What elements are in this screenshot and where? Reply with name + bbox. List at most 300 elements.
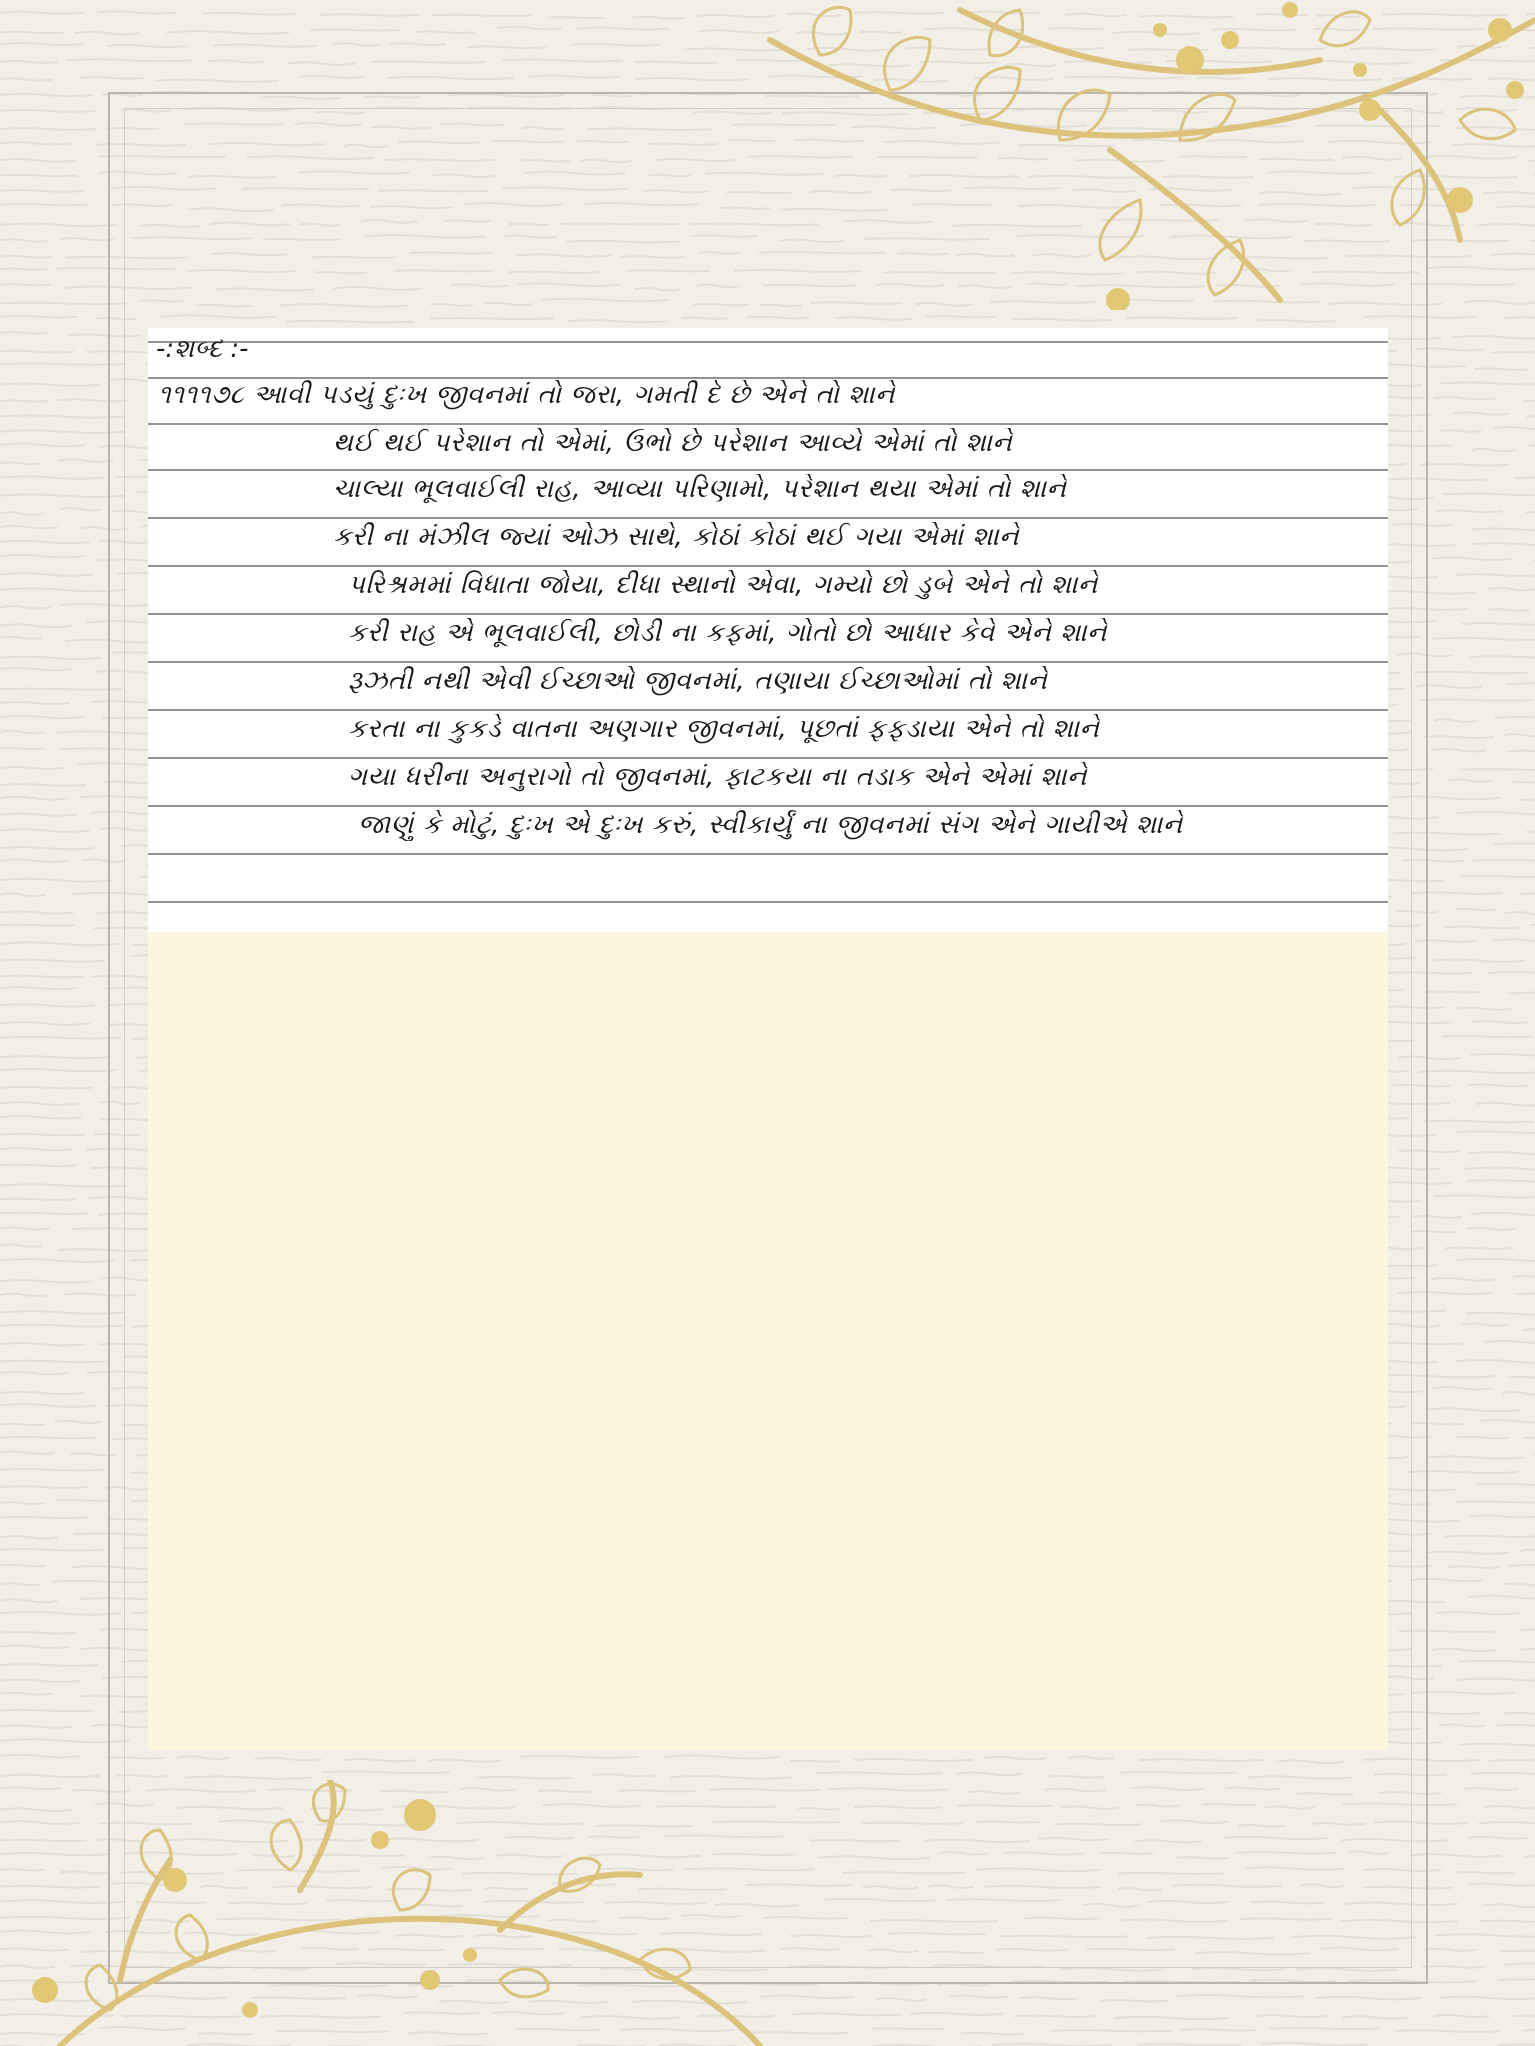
texture-stroke [0,383,100,386]
texture-stroke [0,43,83,45]
texture-stroke [0,400,48,401]
texture-stroke [0,624,72,627]
texture-stroke [0,894,45,897]
texture-stroke [0,1404,96,1407]
texture-stroke [1456,1360,1535,1363]
texture-stroke [1502,1392,1535,1395]
notes-line-8: કરતા ના કુકડે વાતના અણગાર જીવનમાં, પૂછતાં ફફડાયા એને તો શાને [348,714,1100,744]
texture-stroke [1488,588,1534,591]
texture-stroke [1503,1964,1535,1967]
texture-stroke [0,1294,49,1296]
texture-stroke [0,1437,96,1438]
texture-stroke [1529,445,1535,447]
texture-stroke [371,61,486,62]
texture-stroke [1530,925,1535,926]
texture-stroke [1508,993,1535,995]
texture-stroke [572,44,660,46]
texture-stroke [1494,427,1535,429]
texture-stroke [0,1664,98,1665]
texture-stroke [0,159,76,162]
texture-stroke [0,1361,107,1363]
texture-stroke [1456,1259,1535,1261]
texture-stroke [1434,719,1477,722]
texture-stroke [1507,1377,1535,1378]
texture-stroke [0,1148,73,1150]
texture-stroke [1453,412,1510,414]
texture-stroke [1455,909,1497,911]
texture-stroke [1470,656,1535,657]
texture-stroke [0,110,95,112]
texture-stroke [1456,1501,1535,1502]
texture-stroke [202,13,295,15]
texture-stroke [634,62,718,64]
texture-stroke [1342,2016,1407,2018]
texture-stroke [0,1486,88,1488]
texture-stroke [1470,1054,1535,1056]
texture-stroke [74,32,138,35]
texture-stroke [0,573,94,576]
texture-stroke [1427,1552,1510,1554]
texture-stroke [0,1502,44,1504]
texture-stroke [431,15,531,16]
texture-stroke [1432,1648,1496,1651]
texture-stroke [0,1451,54,1454]
texture-stroke [0,1280,92,1283]
texture-stroke [0,1392,83,1394]
texture-stroke [1519,799,1535,800]
texture-stroke [1441,1036,1531,1037]
texture-stroke [1507,751,1535,753]
texture-stroke [0,256,52,258]
texture-stroke [1505,912,1535,915]
texture-stroke [1466,1180,1535,1182]
texture-stroke [0,606,50,609]
texture-stroke [1473,860,1535,862]
texture-stroke [1479,1921,1535,1922]
texture-stroke [0,731,44,734]
texture-stroke [0,1424,46,1425]
texture-stroke [319,14,418,15]
texture-stroke [0,797,67,800]
texture-stroke [0,784,86,785]
texture-stroke [1420,700,1532,701]
texture-stroke [1439,1997,1535,1999]
texture-stroke [1522,1329,1535,1332]
texture-stroke [577,28,670,30]
texture-stroke [0,702,70,704]
texture-stroke [0,1710,93,1711]
texture-stroke [97,11,177,13]
texture-stroke [0,668,72,670]
texture-stroke [0,1725,73,1727]
texture-stroke [1434,397,1496,399]
texture-stroke [0,1693,51,1695]
texture-stroke [0,268,47,269]
texture-stroke [1513,1276,1535,1278]
texture-stroke [1014,2016,1096,2017]
texture-stroke [1455,1131,1535,1133]
handwritten-notes-image [148,328,1388,932]
texture-stroke [310,29,400,30]
texture-stroke [1432,638,1535,640]
texture-stroke [0,1227,50,1229]
texture-stroke [0,1599,57,1602]
texture-stroke [1504,1713,1535,1715]
texture-stroke [1455,1872,1514,1873]
texture-stroke [633,17,684,19]
texture-stroke [0,976,83,978]
texture-stroke [1472,449,1516,451]
texture-stroke [1457,1008,1512,1010]
texture-stroke [106,45,187,47]
texture-stroke [1460,1744,1535,1746]
texture-stroke [876,1998,926,2001]
texture-stroke [1423,1949,1475,1951]
texture-stroke [1471,1213,1535,1216]
texture-stroke [502,59,622,61]
texture-stroke [0,142,71,144]
texture-stroke [0,689,122,690]
texture-stroke [1460,769,1535,770]
texture-stroke [0,1565,46,1566]
texture-stroke [1494,843,1535,845]
texture-stroke [288,62,355,65]
texture-stroke [415,31,474,33]
cream-content-panel [148,932,1388,1750]
texture-stroke [0,1244,42,1247]
texture-stroke [1423,1966,1485,1968]
texture-stroke [1485,1341,1535,1343]
texture-stroke [1469,1884,1535,1886]
texture-stroke [1485,1806,1535,1808]
texture-stroke [0,430,125,433]
texture-stroke [1445,1248,1514,1249]
texture-stroke [1457,812,1535,815]
texture-stroke [1270,2028,1379,2029]
texture-stroke [0,1536,58,1539]
texture-stroke [1506,683,1535,685]
texture-stroke [0,190,84,192]
texture-stroke [1520,1550,1535,1553]
texture-stroke [0,1165,77,1166]
texture-stroke [0,351,74,353]
texture-stroke [66,59,192,61]
texture-stroke [549,17,605,18]
texture-stroke [0,223,117,226]
texture-stroke [0,1056,109,1058]
texture-stroke [1489,1760,1535,1763]
texture-stroke [1176,1995,1304,1997]
texture-stroke [1426,1457,1525,1459]
texture-stroke [1465,1788,1518,1790]
texture-stroke [1431,749,1487,751]
texture-stroke [0,814,78,816]
texture-stroke [0,716,84,718]
texture-stroke [1437,1612,1519,1614]
texture-stroke [1439,383,1535,385]
texture-stroke [1527,416,1535,419]
texture-stroke [1431,557,1513,560]
texture-stroke [950,1995,1008,1997]
texture-stroke [1425,1408,1521,1411]
texture-stroke [0,987,77,989]
texture-stroke [1020,1997,1077,1999]
texture-stroke [1466,1228,1515,1230]
texture-stroke [1497,1979,1535,1981]
texture-stroke [635,78,749,80]
texture-stroke [1445,926,1519,928]
texture-stroke [466,46,546,48]
texture-stroke [938,1984,989,1986]
texture-stroke [0,1311,126,1314]
texture-stroke [1447,779,1493,782]
texture-stroke [1493,939,1535,942]
texture-stroke [0,960,105,962]
texture-stroke [79,77,144,79]
texture-stroke [1262,2043,1368,2046]
texture-stroke [1455,1437,1510,1438]
texture-stroke [1443,494,1535,496]
texture-stroke [1497,1725,1535,1727]
texture-stroke [1521,1629,1535,1632]
texture-stroke [0,942,119,945]
texture-stroke [1516,1293,1535,1295]
texture-stroke [0,1022,90,1025]
texture-stroke [0,1755,80,1758]
texture-stroke [529,76,619,78]
texture-stroke [1526,831,1535,832]
texture-stroke [1139,2044,1241,2045]
texture-stroke [792,2013,902,2015]
texture-stroke [1494,717,1535,719]
texture-stroke [0,588,125,591]
texture-stroke [209,60,266,62]
texture-stroke [0,175,78,176]
texture-stroke [0,32,64,33]
texture-stroke [1521,1649,1535,1651]
texture-stroke [1432,1387,1492,1389]
notes-heading: -:શબ્દ :- [156,334,249,364]
gold-leaf-branch-top-icon [760,0,1535,310]
texture-stroke [1445,1536,1535,1537]
texture-stroke [1452,336,1535,339]
texture-stroke [1472,543,1535,545]
texture-stroke [1468,1596,1535,1599]
texture-stroke [333,43,380,46]
texture-stroke [0,1037,122,1039]
texture-stroke [1425,992,1481,993]
notes-line-4: કરી ના મંઝીલ જ્યાં ઓઝ સાથે, કોઠાં કોઠાં થઈ ગયા એમાં શાને [333,522,1020,552]
texture-stroke [0,332,48,334]
texture-stroke [1448,1566,1500,1568]
texture-stroke [1524,1856,1535,1858]
texture-stroke [1514,478,1535,479]
texture-stroke [61,508,102,511]
texture-stroke [0,1645,69,1648]
notes-line-10: જાણું કે મોટું, દુઃખ એ દુઃખ કરું, સ્વીકાર્યું ના જીવનમાં સંગ એને ગાયીએ શાને [358,810,1183,840]
texture-stroke [0,555,85,557]
texture-stroke [61,238,114,240]
texture-stroke [213,44,318,46]
texture-stroke [1477,1484,1535,1485]
texture-stroke [1464,1167,1535,1170]
texture-stroke [0,1087,92,1089]
texture-stroke [1504,734,1535,736]
texture-stroke [0,204,87,205]
texture-stroke [0,767,63,769]
texture-stroke [1523,2030,1535,2032]
notes-line-9: ગયા ધરીના અનુરાગો તો જીવનમાં, ફાટકયા ના તડાક એને એમાં શાને [348,762,1088,792]
texture-stroke [1440,430,1482,431]
texture-stroke [0,637,42,639]
texture-stroke [0,748,44,749]
texture-stroke [1503,317,1535,319]
texture-stroke [0,1612,121,1615]
texture-stroke [1456,574,1535,576]
texture-stroke [910,2013,1003,2015]
texture-stroke [1470,1515,1535,1517]
texture-stroke [1522,401,1535,403]
texture-stroke [0,364,123,365]
texture-stroke [0,925,75,926]
texture-stroke [1434,1934,1535,1936]
texture-stroke [1479,1822,1535,1825]
texture-stroke [1255,2015,1328,2017]
texture-stroke [1520,893,1535,895]
texture-stroke [1456,1679,1535,1681]
texture-stroke [0,61,58,63]
texture-stroke [387,77,514,79]
texture-stroke [1439,1724,1486,1726]
texture-stroke [0,879,113,882]
texture-stroke [1513,782,1535,783]
texture-stroke [166,31,289,34]
texture-stroke [1523,1437,1535,1438]
texture-stroke [0,1259,114,1262]
texture-stroke [58,459,114,461]
texture-stroke [0,1372,67,1375]
texture-stroke [1433,2015,1490,2017]
notes-line-1: ૧૧૧૧૭૮ આવી પડયું દુઃખ જીવનમાં તો જરા, ગમતી દે છે એને તો શાને [158,380,896,410]
texture-stroke [389,43,446,45]
texture-stroke [55,1421,102,1424]
texture-stroke [1421,464,1509,466]
texture-stroke [0,1583,40,1585]
texture-stroke [1526,511,1535,514]
texture-stroke [1508,1565,1535,1566]
texture-stroke [1492,352,1535,353]
texture-stroke [0,541,90,543]
texture-stroke [0,78,52,80]
texture-stroke [1431,1278,1495,1281]
notes-line-6: કરી રાહ એ ભૂલવાઈલી, છોડી ના કફમાં, ગોતો છો આધાર કેવે એને શાને [348,618,1107,648]
texture-stroke [0,1517,87,1518]
texture-stroke [0,1004,95,1006]
texture-stroke [0,284,50,285]
texture-stroke [0,443,85,446]
texture-stroke [0,1116,82,1118]
texture-stroke [1479,1420,1535,1423]
texture-stroke [1487,972,1535,975]
texture-stroke [1432,960,1526,962]
texture-stroke [1419,1071,1535,1073]
texture-stroke [1513,2016,1535,2017]
texture-stroke [1460,876,1535,877]
texture-stroke [0,860,68,862]
texture-stroke [1471,1773,1535,1775]
texture-stroke [0,829,89,832]
texture-stroke [1424,736,1494,738]
texture-stroke [0,494,125,497]
texture-stroke [0,1549,103,1550]
texture-stroke [155,80,278,82]
texture-stroke [0,657,102,659]
texture-stroke [1181,2029,1257,2031]
notes-line-3: ચાલ્યા ભૂલવાઈલી રાહ, આવ્યા પરિણામો, પરેશાન થયા એમાં તો શાને [333,474,1067,504]
texture-stroke [0,1775,99,1778]
texture-stroke [0,1213,89,1214]
texture-stroke [497,27,561,30]
texture-stroke [1414,672,1529,674]
texture-stroke [1423,1121,1534,1123]
texture-stroke [57,1500,110,1501]
texture-stroke [0,1632,76,1633]
texture-stroke [0,1343,84,1345]
texture-stroke [0,94,93,96]
texture-stroke [871,2028,943,2029]
texture-stroke [1051,2030,1171,2031]
texture-stroke [1465,1313,1535,1315]
texture-stroke [1462,1324,1509,1326]
texture-stroke [1487,609,1529,611]
texture-stroke [0,1134,85,1136]
texture-stroke [0,911,74,913]
texture-stroke [300,76,365,78]
texture-stroke [961,2033,1024,2035]
texture-stroke [1472,529,1535,531]
texture-stroke [0,1469,105,1470]
texture-stroke [0,847,95,849]
texture-stroke [1436,510,1503,512]
texture-stroke [0,462,41,464]
texture-stroke [1395,2030,1500,2032]
notes-line-2: થઈ થઈ પરેશાન તો એમાં, ઉભો છે પરેશાન આવ્યે એમાં તો શાને [333,428,1013,458]
texture-stroke [1101,2000,1168,2001]
texture-stroke [1462,623,1535,625]
texture-stroke [0,1325,123,1327]
texture-stroke [0,415,123,417]
gold-leaf-branch-bottom-icon [0,1780,780,2046]
texture-stroke [1504,1584,1535,1586]
texture-stroke [0,1680,81,1682]
notes-line-7: રૂઝતી નથી એવી ઈચ્છાઓ જીવનમાં, તણાયા ઈચ્છાઓમાં તો શાને [348,666,1048,696]
texture-stroke [0,12,84,14]
texture-stroke [1467,1837,1528,1839]
texture-stroke [0,526,57,529]
texture-stroke [1501,1951,1535,1953]
texture-stroke [0,476,105,478]
texture-stroke [1472,1021,1528,1023]
texture-stroke [0,316,78,318]
texture-stroke [1459,1661,1535,1663]
texture-stroke [0,1069,116,1071]
texture-stroke [0,239,48,241]
texture-stroke [1433,1195,1535,1197]
texture-stroke [0,512,43,515]
texture-stroke [0,128,97,130]
texture-stroke [0,1199,75,1200]
texture-stroke [1317,1997,1422,2000]
